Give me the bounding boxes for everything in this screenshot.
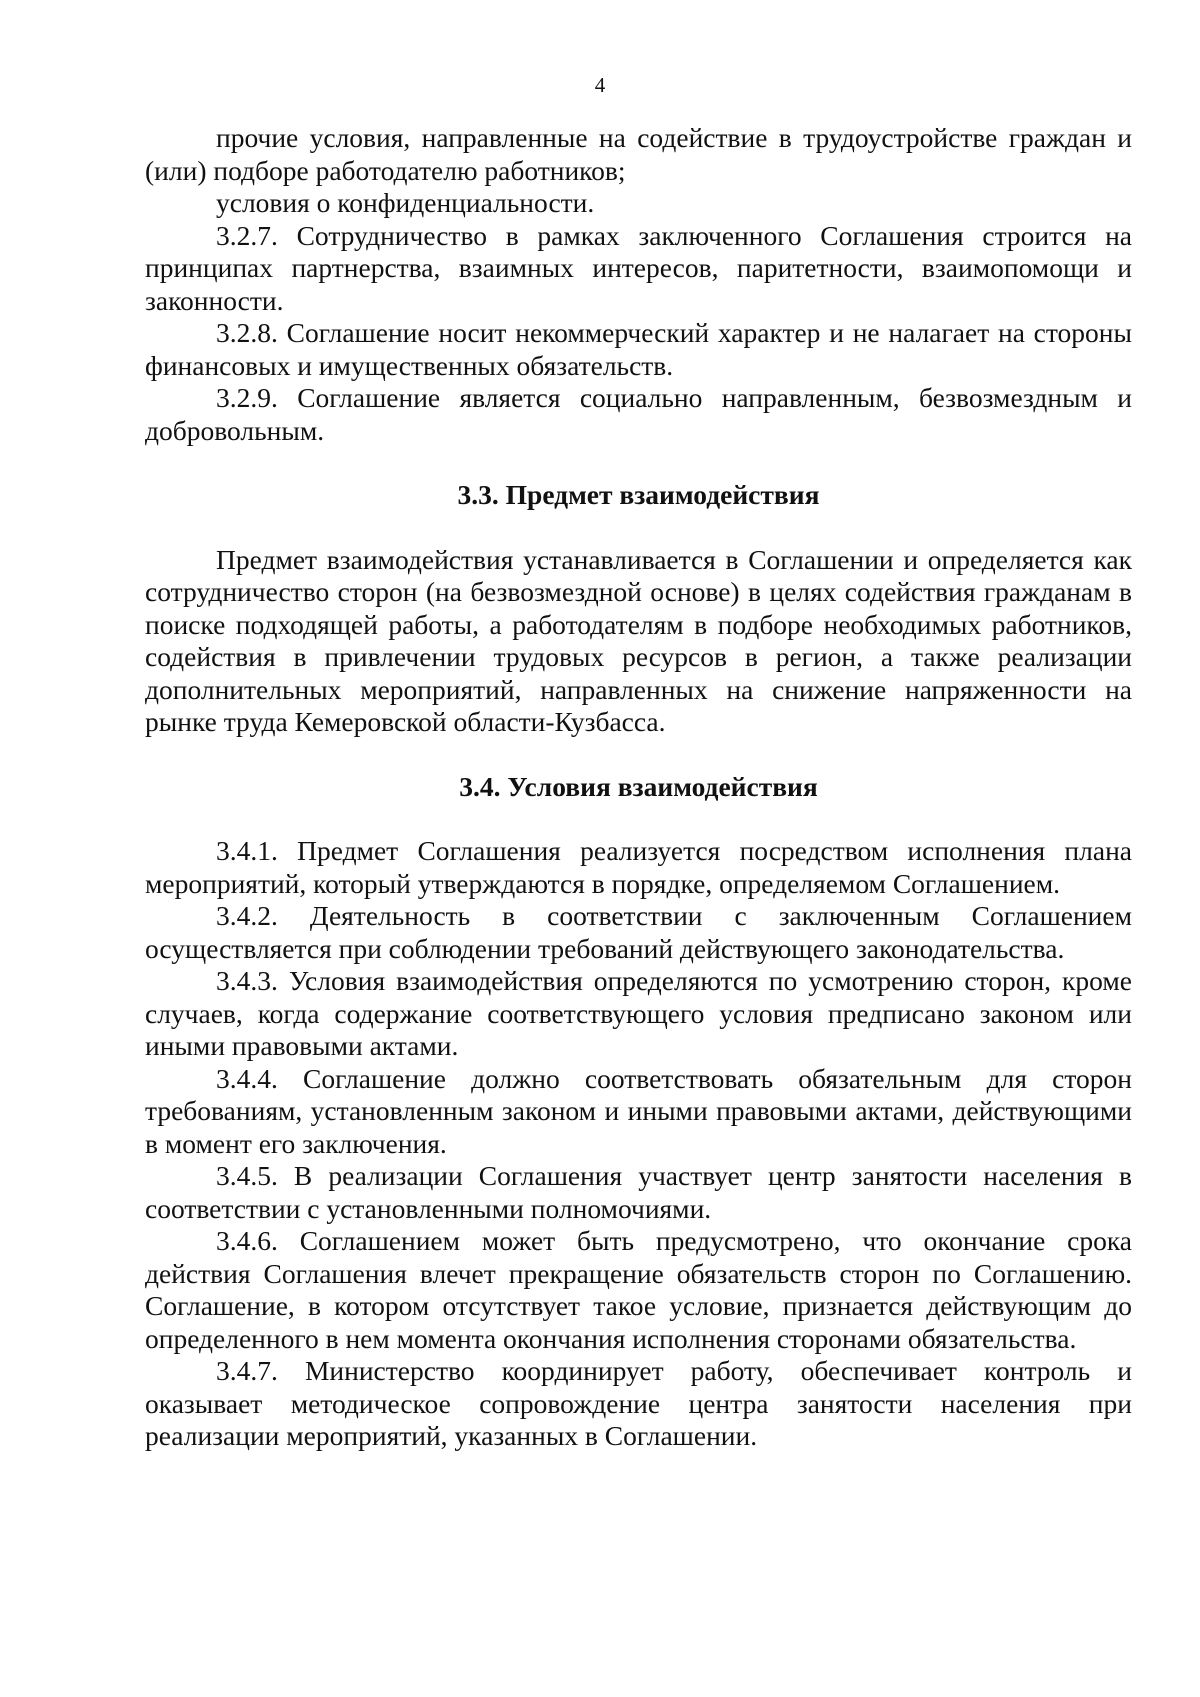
paragraph-3-4-2: 3.4.2. Деятельность в соответствии с заключенным Соглашением осуществляется при соблюдении требований действующего законодательства. <box>145 900 1132 964</box>
paragraph-3-2-7: 3.2.7. Сотрудничество в рамках заключенного Соглашения строится на принципах партнерства, взаимных интересов, паритетности, взаимопомощи и законности. <box>145 219 1132 316</box>
paragraph-3-2-8: 3.2.8. Соглашение носит некоммерческий характер и не налагает на стороны финансовых и имущественных обязательств. <box>145 317 1132 381</box>
paragraph-3-4-3: 3.4.3. Условия взаимодействия определяются по усмотрению сторон, кроме случаев, когда содержание соответствующего условия предписано законом или иными правовыми актами. <box>145 965 1132 1061</box>
paragraph-subject-of-interaction: Предмет взаимодействия устанавливается в Соглашении и определяется как сотрудничество сторон (на безвозмездной основе) в целях содействия гражданам в поиске подходящей работы, а работодателям в подборе необходимых работников, содействия в привлечении трудовых ресурсов в регион, а также реализации дополнительных мероприятий, направленных на снижение напряженности на рынке труда Кемеровской области-Кузбасса. <box>145 543 1132 737</box>
paragraph-3-4-6: 3.4.6. Соглашением может быть предусмотрено, что окончание срока действия Соглашения влечет прекращение обязательств сторон по Соглашению. Соглашение, в котором отсутствует такое условие, признается действующим до определенного в нем момента окончания исполнения сторонами обязательства. <box>145 1225 1132 1354</box>
paragraph-other-conditions: прочие условия, направленные на содействие в трудоустройстве граждан и (или) подборе работодателю работников; <box>145 122 1132 186</box>
paragraph-confidentiality: условия о конфиденциальности. <box>216 187 595 218</box>
section-title-3-4: 3.4. Условия взаимодействия <box>459 770 818 802</box>
paragraph-3-2-9: 3.2.9. Соглашение является социально направленным, безвозмездным и добровольным. <box>145 382 1132 446</box>
paragraph-3-4-1: 3.4.1. Предмет Соглашения реализуется посредством исполнения плана мероприятий, который утверждаются в порядке, определяемом Соглашением. <box>145 835 1132 899</box>
paragraph-3-4-4: 3.4.4. Соглашение должно соответствовать обязательным для сторон требованиям, установленным законом и иными правовыми актами, действующими в момент его заключения. <box>145 1062 1132 1159</box>
section-title-3-3: 3.3. Предмет взаимодействия <box>457 479 820 510</box>
page-number: 4 <box>594 73 606 97</box>
paragraph-3-4-7: 3.4.7. Министерство координирует работу, обеспечивает контроль и оказывает методическое сопровождение центра занятости населения при реализации мероприятий, указанных в Соглашении. <box>145 1355 1132 1451</box>
paragraph-3-4-5: 3.4.5. В реализации Соглашения участвует центр занятости населения в соответствии с установленными полномочиями. <box>145 1160 1132 1224</box>
document-body <box>145 122 1132 1453</box>
